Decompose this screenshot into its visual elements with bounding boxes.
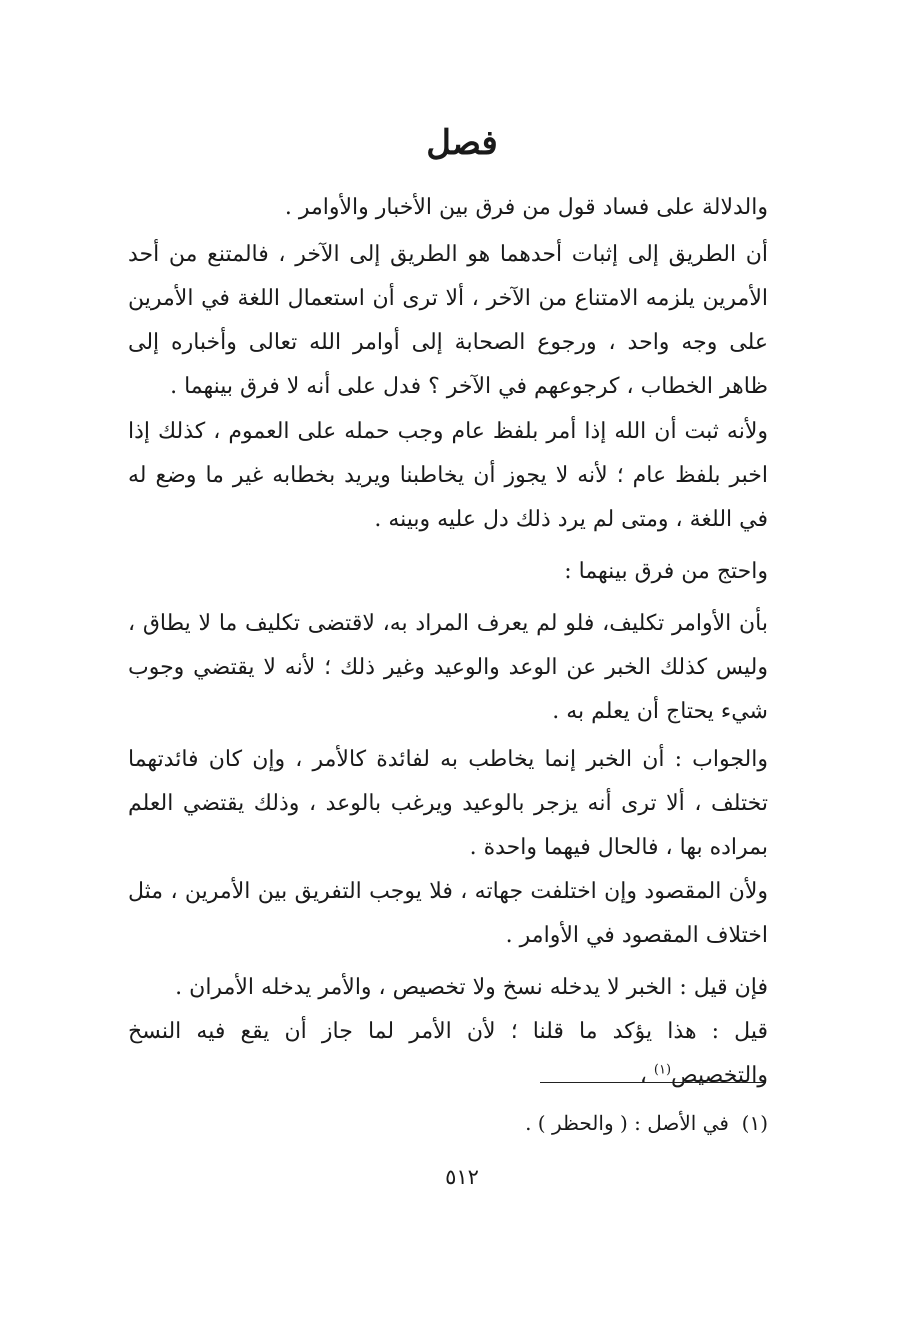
- argument-block: [128, 233, 768, 409]
- reply-text: قيل : هذا يؤكد ما قلنا ؛ لأن الأمر لما جاز أن يقع فيه النسخ والتخصيص: [128, 1019, 768, 1088]
- paragraph-5: بأن الأوامر تكليف، فلو لم يعرف المراد به، لاقتضى تكليف ما لا يطاق ، وليس كذلك الخبر عن الوعد والوعيد وغير ذلك ؛ لأنه لا يقتضي وجوب شيء يحتاج أن يعلم به .: [128, 611, 768, 724]
- footnote-number: (١): [741, 1111, 768, 1135]
- paragraph-1: والدلالة على فساد قول من فرق بين الأخبار والأوامر .: [284, 195, 768, 220]
- footnote-divider: [540, 1082, 766, 1083]
- paragraph-6: والجواب : أن الخبر إنما يخاطب به لفائدة كالأمر ، وإن كان فائدتهما تختلف ، ألا ترى أنه يزجر بالوعيد ويرغب بالوعد ، وذلك يقتضي العلم بمراده بها ، فالحال فيهما واحدة .: [128, 747, 768, 860]
- generality-block: [128, 410, 768, 542]
- footnote-marker: (١): [653, 1062, 672, 1078]
- paragraph-8: فإن قيل : الخبر لا يدخله نسخ ولا تخصيص ، والأمر يدخله الأمران .: [175, 975, 768, 1000]
- paragraph-7: ولأن المقصود وإن اختلفت جهاته ، فلا يوجب التفريق بين الأمرين ، مثل اختلاف المقصود في الأوامر .: [128, 879, 768, 948]
- paragraph-3: ولأنه ثبت أن الله إذا أمر بلفظ عام وجب حمله على العموم ، كذلك إذا اخبر بلفظ عام ؛ لأنه لا يجوز أن يخاطبنا ويريد بخطابه غير ما وضع له في اللغة ، ومتى لم يرد ذلك دل عليه وبينه .: [128, 419, 768, 532]
- intro-line: [128, 186, 768, 230]
- page-number: ٥١٢: [445, 1165, 479, 1189]
- reply-text-end: ،: [639, 1063, 654, 1088]
- objection-intro: [128, 550, 768, 594]
- footnote: [300, 1106, 768, 1140]
- objection-block: [128, 602, 768, 734]
- purpose-block: [128, 870, 768, 958]
- paragraph-2: أن الطريق إلى إثبات أحدهما هو الطريق إلى الآخر ، فالمتنع من أحد الأمرين يلزمه الامتناع من الآخر ، ألا ترى أن استعمال اللغة في الأمرين على وجه واحد ، ورجوع الصحابة إلى أوامر الله تعالى وأخباره إلى ظاهر الخطاب ، كرجوعهم في الآخر ؟ فدل على أنه لا فرق بينهما .: [128, 242, 768, 399]
- footnote-text: في الأصل : ( والحظر ) .: [525, 1111, 729, 1135]
- answer-block: [128, 738, 768, 870]
- paragraph-4: واحتج من فرق بينهما :: [564, 559, 768, 584]
- paragraph-9: [128, 1010, 768, 1098]
- question-block: [128, 966, 768, 1098]
- section-heading: فصل: [426, 123, 498, 163]
